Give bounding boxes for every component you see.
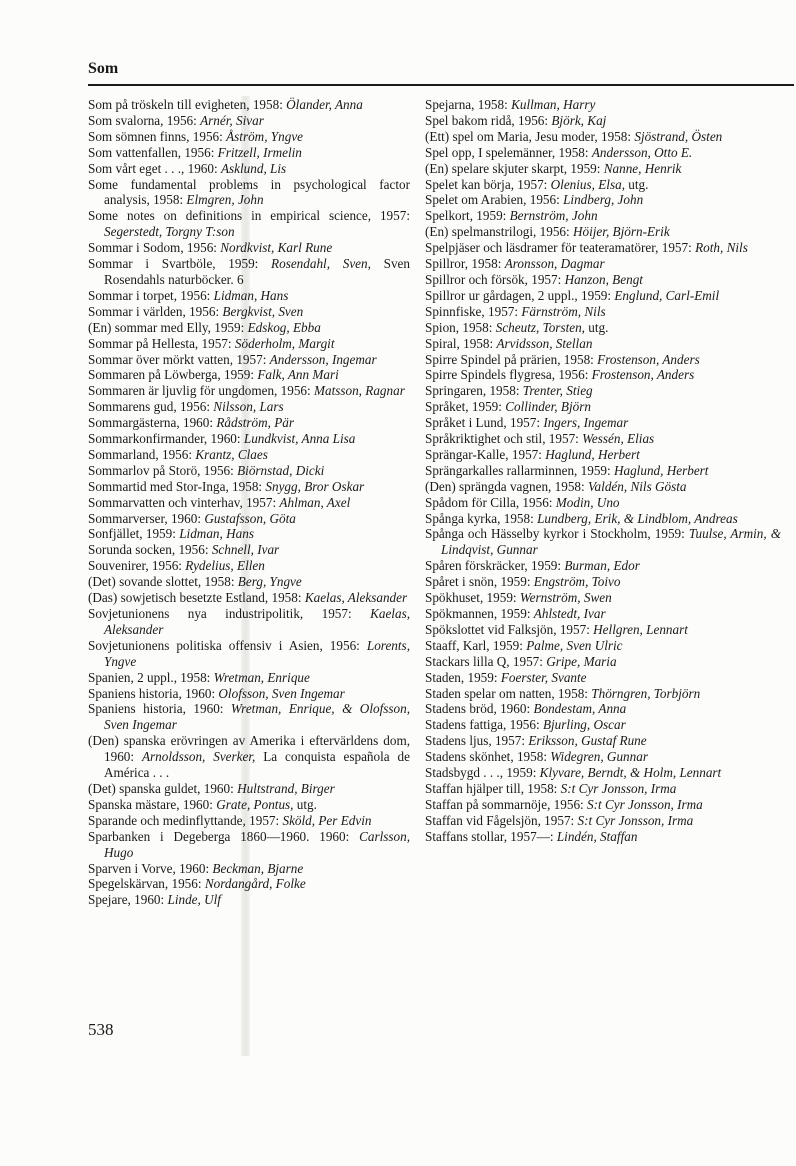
index-entry xyxy=(88,177,410,209)
entry-author: Tuulse, Armin, & Lindqvist, Gunnar xyxy=(441,526,782,558)
index-entry xyxy=(425,558,781,574)
index-entry xyxy=(425,511,781,527)
index-entry xyxy=(88,367,410,383)
index-entry xyxy=(88,797,410,813)
entry-title: Sommaren på Löwberga, 1959: xyxy=(88,367,258,383)
entry-author: Arvidsson, Stellan xyxy=(496,335,593,351)
entry-author: S:t Cyr Jonsson, Irma xyxy=(587,796,703,812)
index-entry xyxy=(88,590,410,606)
entry-title: Som på tröskeln till evigheten, 1958: xyxy=(88,97,287,112)
entry-title: Sommargästerna, 1960: xyxy=(88,415,217,431)
entry-author: Rådström, Pär xyxy=(216,415,294,431)
index-entry xyxy=(88,208,410,240)
entry-author: Sjöstrand, Östen xyxy=(634,128,723,144)
index-entry xyxy=(88,352,410,368)
entry-author: Gripe, Maria xyxy=(546,653,617,669)
index-entry xyxy=(425,606,781,622)
index-entry xyxy=(88,129,410,145)
index-entry xyxy=(425,638,781,654)
page-number: 538 xyxy=(88,1020,114,1039)
index-entry xyxy=(425,574,781,590)
entry-author: Andersson, Ingemar xyxy=(269,351,377,367)
index-entry xyxy=(425,495,781,511)
entry-author: Wretman, Enrique xyxy=(213,669,310,685)
entry-title: Som vattenfallen, 1956: xyxy=(88,144,218,160)
entry-title: Sommarverser, 1960: xyxy=(88,510,205,526)
entry-title: Sommar i Sodom, 1956: xyxy=(88,240,221,256)
index-entry xyxy=(88,320,410,336)
entry-title: Spejarna, 1958: xyxy=(425,97,512,112)
entry-title: Spelpjäser och läsdramer för teateramatörer, 1957: xyxy=(425,240,696,256)
entry-title: Språkriktighet och stil, 1957: xyxy=(425,431,583,447)
index-entry xyxy=(88,781,410,797)
index-entry xyxy=(425,479,781,495)
index-entry xyxy=(88,383,410,399)
entry-title: (Det) spanska guldet, 1960: xyxy=(88,780,238,796)
index-entry xyxy=(425,654,781,670)
entry-author: Bondestam, Anna xyxy=(533,701,627,717)
entry-author: Ahlman, Axel xyxy=(279,494,351,510)
index-entry xyxy=(425,463,781,479)
entry-title: Spelet kan börja, 1957: xyxy=(425,176,551,192)
entry-title: Sommaren är ljuvlig för ungdomen, 1956: xyxy=(88,383,314,399)
entry-author: Arnér, Sivar xyxy=(200,112,264,128)
index-entry xyxy=(425,399,781,415)
entry-author: Ingers, Ingemar xyxy=(543,415,629,431)
entry-title: Spökmannen, 1959: xyxy=(425,606,534,621)
entry-author: Beckman, Bjarne xyxy=(212,860,304,876)
entry-note: Sven Rosendahls naturböcker. 6 xyxy=(104,256,410,287)
entry-author: Ahlstedt, Ivar xyxy=(533,606,606,621)
index-entry xyxy=(425,765,781,781)
index-entry xyxy=(88,638,410,670)
entry-author: Gustafsson, Göta xyxy=(204,510,296,526)
entry-title: Sprängar-Kalle, 1957: xyxy=(425,446,546,462)
index-entry xyxy=(88,733,410,781)
entry-title: Som sömnen finns, 1956: xyxy=(88,128,227,144)
entry-title: Sparven i Vorve, 1960: xyxy=(88,860,213,876)
index-entry xyxy=(425,224,781,240)
entry-author: Haglund, Herbert xyxy=(613,462,709,478)
index-entry xyxy=(425,145,781,161)
header-rule xyxy=(88,84,794,86)
index-entry xyxy=(88,511,410,527)
index-entry xyxy=(88,463,410,479)
entry-author: Edskog, Ebba xyxy=(247,319,321,335)
entry-note: utg. xyxy=(625,176,649,192)
entry-author: Matsson, Ragnar xyxy=(313,383,405,399)
entry-author: S:t Cyr Jonsson, Irma xyxy=(577,812,694,828)
index-entry xyxy=(425,367,781,383)
entry-author: Biörnstad, Dicki xyxy=(237,462,325,478)
index-entry xyxy=(425,701,781,717)
index-entry xyxy=(88,479,410,495)
index-entry xyxy=(425,749,781,765)
entry-title: (Det) sovande slottet, 1958: xyxy=(88,574,238,590)
entry-author: Elmgren, John xyxy=(186,192,264,208)
entry-author: Björk, Kaj xyxy=(551,112,607,128)
entry-author: Fritzell, Irmelin xyxy=(217,144,302,160)
entry-author: Trenter, Stieg xyxy=(522,383,593,399)
entry-author: Höijer, Björn-Erik xyxy=(572,224,670,240)
entry-author: Berg, Yngve xyxy=(237,574,302,590)
entry-title: Stadens ljus, 1957: xyxy=(425,733,529,749)
index-entry xyxy=(88,304,410,320)
entry-author: Hellgren, Lennart xyxy=(593,621,688,637)
entry-title: Sonfjället, 1959: xyxy=(88,526,180,542)
entry-author: Burman, Edor xyxy=(564,558,640,574)
entry-author: Linde, Ulf xyxy=(167,892,221,908)
index-entry xyxy=(88,431,410,447)
index-entry xyxy=(425,686,781,702)
entry-title: Staffan hjälper till, 1958: xyxy=(425,780,561,796)
index-entry xyxy=(88,399,410,415)
index-entry xyxy=(88,892,410,908)
index-entry xyxy=(425,320,781,336)
entry-author: Asklund, Lis xyxy=(220,160,287,176)
index-entry xyxy=(425,208,781,224)
entry-title: Spiral, 1958: xyxy=(425,335,497,351)
index-entry xyxy=(88,813,410,829)
entry-author: Thörngren, Torbjörn xyxy=(591,685,701,701)
index-entry xyxy=(425,272,781,288)
entry-title: Spillror ur gårdagen, 2 uppl., 1959: xyxy=(425,287,615,303)
entry-note: utg. xyxy=(293,796,317,812)
index-entry xyxy=(88,574,410,590)
entry-title: Sommarvatten och vinterhav, 1957: xyxy=(88,494,280,510)
entry-title: Spelkort, 1959: xyxy=(425,208,510,224)
entry-author: Foerster, Svante xyxy=(500,669,587,685)
index-entry xyxy=(425,352,781,368)
entry-title: Sommarland, 1956: xyxy=(88,446,196,462)
entry-title: Staffan vid Fågelsjön, 1957: xyxy=(425,812,578,828)
entry-title: Spillror, 1958: xyxy=(425,256,505,272)
entry-title: Stadsbygd . . ., 1959: xyxy=(425,765,540,781)
entry-title: Staden, 1959: xyxy=(425,669,501,685)
index-entry xyxy=(425,415,781,431)
page-header-title: Som xyxy=(88,60,119,77)
entry-title: Some notes on definitions in empirical science, 1957: xyxy=(88,208,410,224)
entry-author: Kaelas, Aleksander xyxy=(104,606,410,637)
entry-title: Staffans stollar, 1957—: xyxy=(425,828,557,844)
entry-title: Spåren förskräcker, 1959: xyxy=(425,558,565,574)
index-entry xyxy=(425,670,781,686)
entry-author: Frostenson, Anders xyxy=(597,351,700,367)
entry-author: Snygg, Bror Oskar xyxy=(265,478,365,494)
entry-author: Schnell, Ivar xyxy=(211,542,280,558)
entry-author: Rosendahl, Sven, xyxy=(271,256,371,272)
index-entry xyxy=(88,558,410,574)
index-column-left xyxy=(88,97,410,908)
entry-title: Sommar över mörkt vatten, 1957: xyxy=(88,351,270,367)
index-entry xyxy=(425,813,781,829)
index-entry xyxy=(88,288,410,304)
entry-author: Lindén, Staffan xyxy=(556,828,638,844)
entry-author: Rydelius, Ellen xyxy=(185,558,265,574)
entry-author: Bergkvist, Sven xyxy=(222,303,304,319)
entry-title: Spanien, 2 uppl., 1958: xyxy=(88,669,214,685)
index-entry xyxy=(88,145,410,161)
index-entry xyxy=(88,686,410,702)
index-entry xyxy=(88,495,410,511)
index-entry xyxy=(88,861,410,877)
entry-author: Wessén, Elias xyxy=(582,431,655,447)
index-entry xyxy=(425,383,781,399)
entry-title: Spelet om Arabien, 1956: xyxy=(425,192,564,208)
entry-author: Eriksson, Gustaf Rune xyxy=(528,733,647,749)
entry-title: Spaniens historia, 1960: xyxy=(88,685,219,701)
entry-title: Souvenirer, 1956: xyxy=(88,558,186,574)
index-entry xyxy=(88,701,410,733)
entry-title: Spökslottet vid Falksjön, 1957: xyxy=(425,621,594,637)
entry-author: Söderholm, Margit xyxy=(234,335,335,351)
entry-author: Modin, Uno xyxy=(555,494,620,510)
entry-title: Stackars lilla Q, 1957: xyxy=(425,653,547,669)
entry-author: Carlsson, Hugo xyxy=(104,828,410,860)
index-entry xyxy=(425,161,781,177)
entry-author: Collinder, Björn xyxy=(505,399,591,415)
index-entry xyxy=(425,304,781,320)
entry-title: Some fundamental problems in psychological factor analysis, 1958: xyxy=(88,176,410,208)
entry-title: (En) spelare skjuter skarpt, 1959: xyxy=(425,160,604,176)
index-entry xyxy=(425,177,781,193)
index-entry xyxy=(425,590,781,606)
entry-author: Klyvare, Berndt, & Holm, Lennart xyxy=(539,765,722,781)
index-entry xyxy=(88,526,410,542)
index-entry xyxy=(88,606,410,638)
entry-author: Hanzon, Bengt xyxy=(564,271,643,287)
entry-title: (Ett) spel om Maria, Jesu moder, 1958: xyxy=(425,128,635,144)
entry-title: Staaff, Karl, 1959: xyxy=(425,637,527,653)
entry-title: Spegelskärvan, 1956: xyxy=(88,876,205,892)
entry-author: Valdén, Nils Gösta xyxy=(587,478,687,494)
index-entry xyxy=(425,113,781,129)
entry-author: Lidman, Hans xyxy=(179,526,254,542)
entry-author: Scheutz, Torsten, xyxy=(495,319,585,335)
entry-author: Olenius, Elsa, xyxy=(550,176,625,192)
entry-title: Spirre Spindels flygresa, 1956: xyxy=(425,367,592,383)
index-entry xyxy=(88,415,410,431)
index-entry xyxy=(88,829,410,861)
entry-author: Nanne, Henrik xyxy=(603,160,682,176)
entry-title: (Den) sprängda vagnen, 1958: xyxy=(425,478,588,494)
entry-title: Sommar på Hellesta, 1957: xyxy=(88,335,235,351)
entry-author: Krantz, Claes xyxy=(195,446,268,462)
entry-title: Sparbanken i Degeberga 1860—1960. 1960: xyxy=(88,828,360,844)
entry-title: Spaniens historia, 1960: xyxy=(88,701,231,717)
entry-title: Sommar i torpet, 1956: xyxy=(88,287,214,303)
index-entry xyxy=(425,336,781,352)
entry-note: utg. xyxy=(584,319,609,335)
index-entry xyxy=(425,288,781,304)
entry-title: Stadens skönhet, 1958: xyxy=(425,749,551,765)
entry-author: Nilsson, Lars xyxy=(213,399,284,415)
entry-title: Spion, 1958: xyxy=(425,319,496,335)
entry-title: Springaren, 1958: xyxy=(425,383,523,399)
entry-title: Spel bakom ridå, 1956: xyxy=(425,112,552,128)
entry-title: Spådom för Cilla, 1956: xyxy=(425,494,556,510)
entry-title: Som vårt eget . . ., 1960: xyxy=(88,160,221,176)
index-entry xyxy=(88,161,410,177)
entry-title: Spel opp, I spelemänner, 1958: xyxy=(425,144,592,160)
entry-author: Englund, Carl-Emil xyxy=(614,287,720,303)
index-entry xyxy=(88,876,410,892)
entry-author: Ölander, Anna xyxy=(286,97,363,112)
index-entry xyxy=(425,129,781,145)
entry-title: Spillror och försök, 1957: xyxy=(425,271,565,287)
index-entry xyxy=(425,192,781,208)
entry-author: Lundkvist, Anna Lisa xyxy=(243,431,356,447)
entry-title: Sommar i världen, 1956: xyxy=(88,303,223,319)
entry-author: Olofsson, Sven Ingemar xyxy=(218,685,345,701)
index-entry xyxy=(425,256,781,272)
index-entry xyxy=(425,526,781,558)
entry-author: Engström, Toivo xyxy=(533,574,621,590)
entry-author: Bernström, John xyxy=(509,208,598,224)
entry-author: Roth, Nils xyxy=(695,240,748,256)
entry-title: Spåret i snön, 1959: xyxy=(425,574,534,590)
entry-title: Spånga kyrka, 1958: xyxy=(425,510,538,526)
entry-title: Sommarkonfirmander, 1960: xyxy=(88,431,244,447)
entry-author: Haglund, Herbert xyxy=(545,446,640,462)
entry-title: Stadens bröd, 1960: xyxy=(425,701,534,717)
entry-title: Spinnfiske, 1957: xyxy=(425,303,522,319)
entry-title: Spirre Spindel på prärien, 1958: xyxy=(425,351,598,367)
index-entry xyxy=(425,431,781,447)
entry-author: Andersson, Otto E. xyxy=(591,144,693,160)
index-entry xyxy=(425,781,781,797)
entry-title: Spejare, 1960: xyxy=(88,892,168,908)
entry-title: Staden spelar om natten, 1958: xyxy=(425,685,592,701)
entry-author: Kaelas, Aleksander xyxy=(304,590,408,606)
entry-title: Spånga och Hässelby kyrkor i Stockholm, 1959: xyxy=(425,526,689,542)
entry-title: Sparande och medinflyttande, 1957: xyxy=(88,812,283,828)
entry-title: Sprängarkalles rallarminnen, 1959: xyxy=(425,462,614,478)
entry-author: Widegren, Gunnar xyxy=(550,749,648,765)
index-entry xyxy=(88,113,410,129)
entry-title: Språket, 1959: xyxy=(425,399,506,415)
entry-author: Åström, Yngve xyxy=(226,128,304,144)
index-entry xyxy=(425,797,781,813)
entry-author: Kullman, Harry xyxy=(511,97,596,112)
index-entry xyxy=(425,97,781,113)
entry-title: Som svalorna, 1956: xyxy=(88,112,201,128)
entry-author: Färnström, Nils xyxy=(521,303,606,319)
entry-title: Staffan på sommarnöje, 1956: xyxy=(425,796,588,812)
entry-author: Lorents, Yngve xyxy=(104,637,410,669)
entry-title: Sorunda socken, 1956: xyxy=(88,542,212,558)
entry-author: Nordangård, Folke xyxy=(204,876,306,892)
entry-author: Grate, Pontus, xyxy=(216,796,294,812)
index-entry xyxy=(425,829,781,845)
entry-author: Wretman, Enrique, & Olofsson, Sven Ingemar xyxy=(104,701,410,733)
entry-title: Stadens fattiga, 1956: xyxy=(425,717,543,733)
entry-title: Spökhuset, 1959: xyxy=(425,590,520,606)
entry-title: Sommarens gud, 1956: xyxy=(88,399,214,415)
entry-title: (Den) spanska erövringen av Amerika i eftervärldens dom, 1960: xyxy=(88,733,410,765)
index-entry xyxy=(425,622,781,638)
index-entry xyxy=(88,97,410,113)
entry-author: Falk, Ann Mari xyxy=(257,367,339,383)
entry-author: Nordkvist, Karl Rune xyxy=(220,240,333,256)
entry-note: La conquista española de América . . . xyxy=(104,749,410,781)
entry-author: Bjurling, Oscar xyxy=(542,717,626,733)
entry-title: (En) sommar med Elly, 1959: xyxy=(88,319,248,335)
entry-title: Sommar i Svartböle, 1959: xyxy=(88,256,272,272)
index-entry xyxy=(88,240,410,256)
entry-author: Aronsson, Dagmar xyxy=(504,256,605,272)
entry-author: S:t Cyr Jonsson, Irma xyxy=(560,780,677,796)
index-entry xyxy=(88,670,410,686)
index-entry xyxy=(88,542,410,558)
index-entry xyxy=(425,447,781,463)
entry-title: Spanska mästare, 1960: xyxy=(88,796,217,812)
entry-title: (Das) sowjetisch besetzte Estland, 1958: xyxy=(88,590,305,606)
entry-title: Sommartid med Stor-Inga, 1958: xyxy=(88,478,266,494)
index-entry xyxy=(88,256,410,288)
entry-author: Lidman, Hans xyxy=(213,287,289,303)
index-entry xyxy=(88,447,410,463)
index-entry xyxy=(425,240,781,256)
entry-author: Palme, Sven Ulric xyxy=(526,637,623,653)
entry-author: Lindberg, John xyxy=(563,192,644,208)
entry-author: Segerstedt, Torgny T:son xyxy=(104,224,235,240)
index-entry xyxy=(88,336,410,352)
entry-title: Sovjetunionens nya industripolitik, 1957: xyxy=(88,606,371,621)
entry-author: Lundberg, Erik, & Lindblom, Andreas xyxy=(537,510,738,526)
entry-author: Frostenson, Anders xyxy=(591,367,695,383)
entry-title: Sovjetunionens politiska offensiv i Asien, 1956: xyxy=(88,637,367,653)
entry-author: Hultstrand, Birger xyxy=(237,780,335,796)
entry-title: (En) spelmanstrilogi, 1956: xyxy=(425,224,573,240)
index-entry xyxy=(425,717,781,733)
entry-author: Arnoldsson, Sverker, xyxy=(141,749,256,765)
index-entry xyxy=(425,733,781,749)
entry-title: Språket i Lund, 1957: xyxy=(425,415,544,431)
entry-author: Wernström, Swen xyxy=(519,590,612,606)
index-column-right xyxy=(425,97,781,845)
entry-title: Sommarlov på Storö, 1956: xyxy=(88,462,238,478)
entry-author: Sköld, Per Edvin xyxy=(282,812,372,828)
